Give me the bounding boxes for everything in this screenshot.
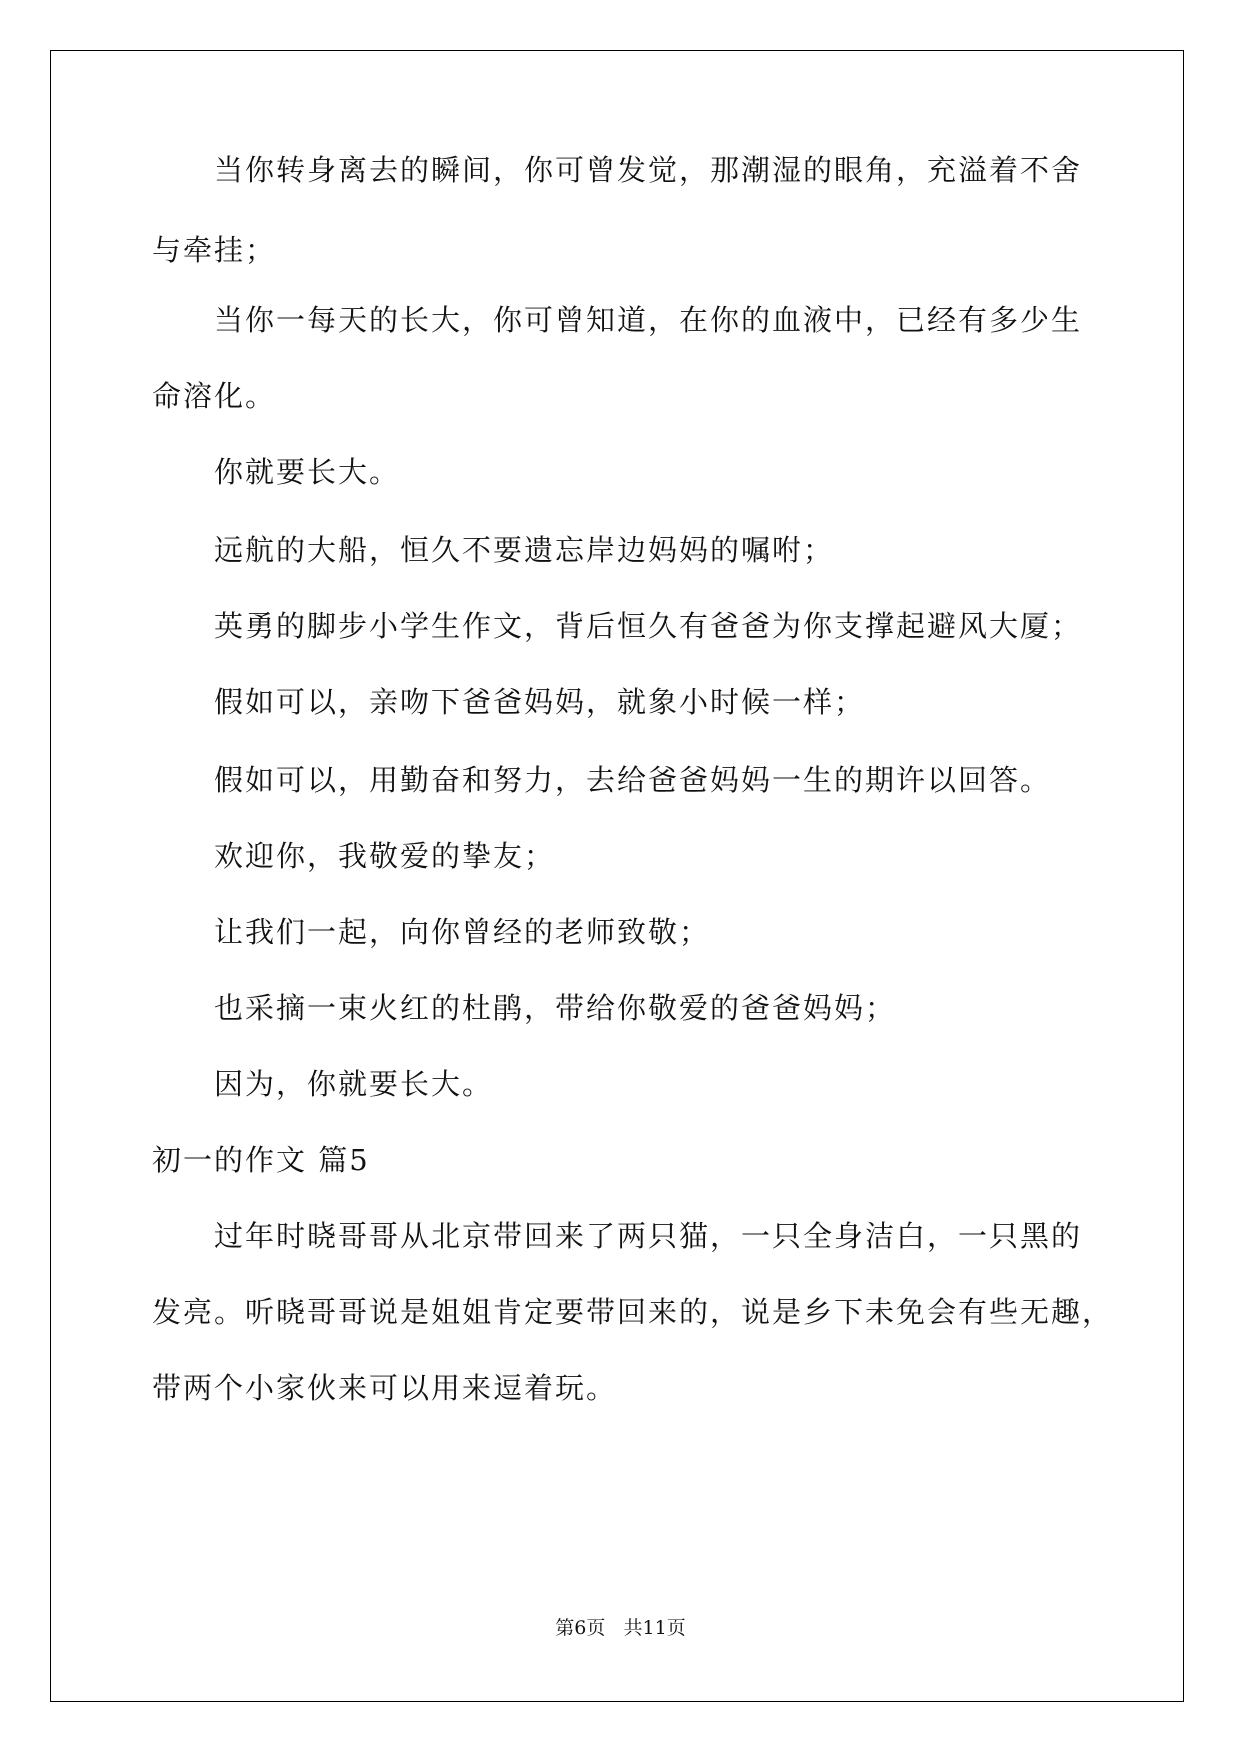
- section-heading: 初一的作文 篇5: [152, 1143, 370, 1177]
- paragraph-line: 假如可以，亲吻下爸爸妈妈，就象小时候一样；: [214, 685, 866, 719]
- paragraph-line: 你就要长大。: [214, 455, 401, 489]
- paragraph-line: 带两个小家伙来可以用来逗着玩。: [152, 1371, 618, 1405]
- paragraph-line: 英勇的脚步小学生作文，背后恒久有爸爸为你支撑起避风大厦；: [214, 609, 1083, 643]
- paragraph-line: 与牵挂；: [152, 233, 277, 267]
- paragraph-line: 当你一每天的长大，你可曾知道，在你的血液中，已经有多少生: [214, 303, 1083, 337]
- paragraph-line: 远航的大船，恒久不要遗忘岸边妈妈的嘱咐；: [214, 533, 835, 567]
- paragraph-line: 命溶化。: [152, 379, 277, 413]
- paragraph-line: 发亮。听晓哥哥说是姐姐肯定要带回来的，说是乡下未免会有些无趣，: [152, 1295, 1114, 1329]
- page-border: [50, 50, 1184, 1702]
- paragraph-line: 假如可以，用勤奋和努力，去给爸爸妈妈一生的期许以回答。: [214, 763, 1052, 797]
- paragraph-line: 因为，你就要长大。: [214, 1067, 494, 1101]
- page-footer: [0, 1616, 1241, 1640]
- paragraph-line: 当你转身离去的瞬间，你可曾发觉，那潮湿的眼角，充溢着不舍: [214, 153, 1083, 187]
- page-total: 共11页: [623, 1617, 686, 1639]
- paragraph-line: 也采摘一束火红的杜鹃，带给你敬爱的爸爸妈妈；: [214, 991, 897, 1025]
- paragraph-line: 让我们一起，向你曾经的老师致敬；: [214, 915, 711, 949]
- paragraph-line: 欢迎你，我敬爱的挚友；: [214, 839, 556, 873]
- paragraph-line: 过年时晓哥哥从北京带回来了两只猫，一只全身洁白，一只黑的: [214, 1219, 1083, 1253]
- page-number: 第6页: [555, 1617, 606, 1639]
